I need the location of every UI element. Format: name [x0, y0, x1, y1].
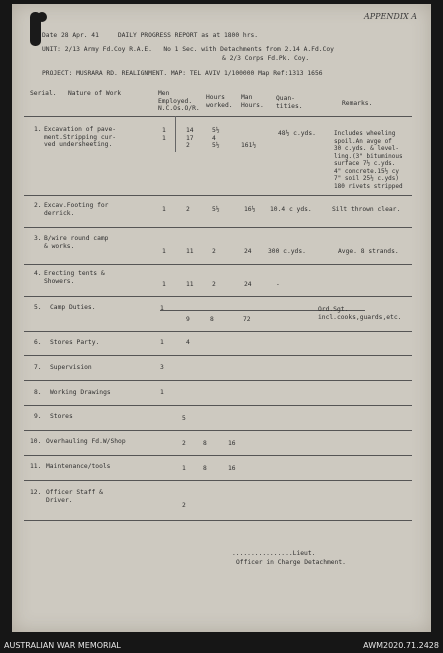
- row-hours: 5½: [212, 206, 220, 213]
- row-hours: 5½ 4 5½: [212, 127, 220, 149]
- row-ors: 11: [186, 281, 194, 288]
- archive-name: AUSTRALIAN WAR MEMORIAL: [4, 641, 121, 650]
- row-ncos: 1: [162, 206, 166, 213]
- unit-line: UNIT: 2/13 Army Fd.Coy R.A.E. No 1 Sec. with Detachments from 2.14 A.Fd.Coy: [42, 46, 334, 53]
- row-nature: Overhauling Fd.W/Shop: [46, 438, 126, 445]
- row-hours: 2: [212, 281, 216, 288]
- row-ors: 2: [182, 502, 186, 509]
- row-quantities: 10.4 c yds.: [270, 206, 312, 213]
- row-ncos: 1: [160, 305, 164, 312]
- row-ncos: 1 1: [162, 127, 166, 142]
- row-ors: 2: [182, 440, 186, 447]
- row-ncos: 1: [160, 389, 164, 396]
- row-manhours: 72: [243, 316, 251, 323]
- row-divider: [24, 264, 412, 265]
- row-manhours: 16½: [244, 206, 256, 213]
- row-nature: Officer Staff & Driver.: [46, 489, 103, 504]
- row-divider: [24, 455, 412, 456]
- signature-title: Officer in Charge Detachment.: [236, 559, 346, 566]
- row-ncos: 1: [162, 281, 166, 288]
- row-nature: Excavation of pave- ment.Stripping cur- ved undersheeting.: [44, 126, 117, 148]
- col-hours: Hours worked.: [206, 94, 233, 109]
- signature-line: ................Lieut.: [232, 550, 316, 557]
- row-nature: Supervision: [50, 364, 92, 371]
- archive-reference: AWM2020.71.2428: [363, 641, 439, 650]
- row-divider: [24, 195, 412, 196]
- row-serial: 8.: [34, 389, 42, 396]
- row-hours: 8: [203, 465, 207, 472]
- row-nature: Stores: [50, 413, 73, 420]
- row-remarks: Silt thrown clear.: [332, 206, 401, 213]
- row-nature: Excav.Footing for derrick.: [44, 202, 109, 217]
- row-ncos: 1: [162, 248, 166, 255]
- archive-footer: [0, 634, 443, 653]
- row-divider: [24, 331, 412, 332]
- row-ors: 11: [186, 248, 194, 255]
- row-quantities: 48½ c.yds.: [278, 130, 316, 137]
- column-divider: [175, 116, 176, 152]
- row-nature: B/wire round camp & works.: [44, 235, 109, 250]
- appendix-note: APPENDIX A: [364, 12, 417, 21]
- row-remarks: Avge. 8 strands.: [338, 248, 399, 255]
- row-serial: 11.: [30, 463, 42, 470]
- row-serial: 9.: [34, 413, 42, 420]
- row-remarks: Includes wheeling spoil.An avge of 30 c.yds. & level- ling.(3" bituminous surface 7½ c.yds. 4" concrete.15½ cy 7" soil 25½ c.yds) 180 rivets stripped: [334, 130, 403, 190]
- row-hours: 2: [212, 248, 216, 255]
- row-serial: 7.: [34, 364, 42, 371]
- row-ors: 4: [186, 339, 190, 346]
- row-serial: 5.: [34, 304, 42, 311]
- row-divider: [24, 380, 412, 381]
- row-serial: 2.: [34, 202, 42, 209]
- row-serial: 6.: [34, 339, 42, 346]
- row-nature: Camp Duties.: [50, 304, 96, 311]
- col-nature: Nature of Work: [68, 90, 122, 97]
- row-serial: 1.: [34, 126, 42, 133]
- row-divider: [24, 296, 412, 297]
- row-ors: 14 17 2: [186, 127, 194, 149]
- row-divider: [24, 355, 412, 356]
- row-nature: Working Drawings: [50, 389, 111, 396]
- row-quantities: -: [276, 281, 280, 288]
- row-divider: [24, 227, 412, 228]
- unit-line-continued: & 2/3 Corps Fd.Pk. Coy.: [222, 55, 310, 62]
- row-divider: [24, 520, 412, 521]
- row-nature: Maintenance/tools: [46, 463, 111, 470]
- col-serial: Serial.: [30, 90, 57, 97]
- row-ors: 5: [182, 415, 186, 422]
- report-date-title: Date 28 Apr. 41 DAILY PROGRESS REPORT as at 1800 hrs.: [42, 32, 259, 39]
- row-ncos: 1: [160, 339, 164, 346]
- row-divider: [24, 430, 412, 431]
- row-serial: 4.: [34, 270, 42, 277]
- row-serial: 12.: [30, 489, 42, 496]
- row-serial: 3.: [34, 235, 42, 242]
- row-nature: Stores Party.: [50, 339, 100, 346]
- row-divider: [24, 405, 412, 406]
- col-remarks: Remarks.: [342, 100, 373, 107]
- row-hours: 8: [203, 440, 207, 447]
- row-manhours: 24: [244, 248, 252, 255]
- row-serial: 10.: [30, 438, 42, 445]
- punch-hole: [37, 12, 47, 22]
- row-remarks: Ord.Sgt. incl.cooks,guards,etc.: [318, 306, 402, 321]
- row-ncos: 3: [160, 364, 164, 371]
- row-ors: 9: [186, 316, 190, 323]
- row-ors: 1: [182, 465, 186, 472]
- col-manhours: Man Hours.: [241, 94, 264, 109]
- project-line: PROJECT: MUSRARA RD. REALIGNMENT. MAP: TEL AVIV 1/100000 Map Ref:1313 1656: [42, 70, 323, 77]
- row-manhours: 24: [244, 281, 252, 288]
- col-men: Men Employed. N.C.Os.O/R.: [158, 90, 200, 112]
- row-quantities: 300 c.yds.: [268, 248, 306, 255]
- row-hours: 8: [210, 316, 214, 323]
- row-manhours: 16: [228, 440, 236, 447]
- row-manhours: 161½: [241, 142, 257, 149]
- row-divider: [24, 480, 412, 481]
- col-quantities: Quan- tities.: [276, 95, 303, 110]
- row-manhours: 16: [228, 465, 236, 472]
- header-rule: [24, 116, 412, 117]
- row-nature: Erecting tents & Showers.: [44, 270, 105, 285]
- row-ors: 2: [186, 206, 190, 213]
